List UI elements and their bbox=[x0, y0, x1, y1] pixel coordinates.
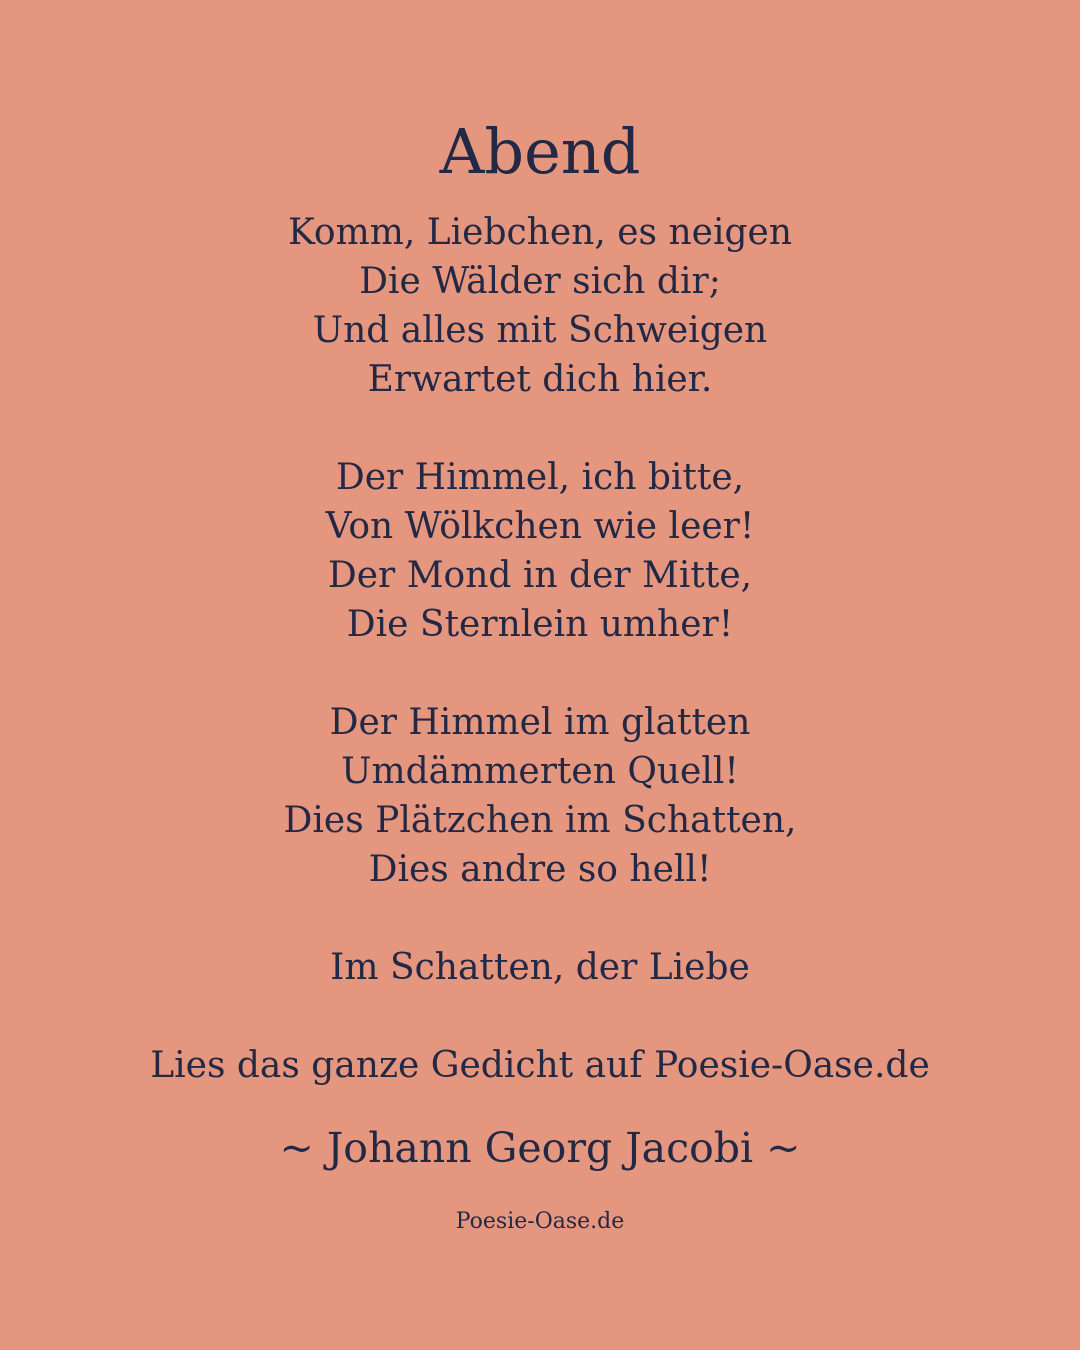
stanza bbox=[0, 698, 1080, 894]
poem-line: Erwartet dich hier. bbox=[367, 359, 713, 400]
stanza bbox=[0, 943, 1080, 992]
poem-line: Und alles mit Schweigen bbox=[312, 310, 768, 351]
poem-line: Von Wölkchen wie leer! bbox=[325, 506, 755, 547]
poem-line: Im Schatten, der Liebe bbox=[330, 947, 750, 988]
poem-line: Dies andre so hell! bbox=[368, 849, 712, 890]
poem-line: Der Himmel im glatten bbox=[329, 702, 751, 743]
poem-line: Umdämmerten Quell! bbox=[341, 751, 739, 792]
stanza bbox=[0, 453, 1080, 649]
stanza bbox=[0, 208, 1080, 404]
site-credit: Poesie-Oase.de bbox=[455, 1209, 625, 1234]
poem-author: ~ Johann Georg Jacobi ~ bbox=[279, 1124, 801, 1172]
read-full-poem-note: Lies das ganze Gedicht auf Poesie-Oase.de bbox=[150, 1045, 930, 1086]
poem-line: Die Wälder sich dir; bbox=[359, 261, 721, 302]
poem-body bbox=[0, 208, 1080, 992]
poem-title: Abend bbox=[439, 115, 641, 188]
poem-line: Dies Plätzchen im Schatten, bbox=[283, 800, 797, 841]
poem-line: Der Mond in der Mitte, bbox=[327, 555, 753, 596]
poem-line: Komm, Liebchen, es neigen bbox=[287, 212, 793, 253]
poem-line: Die Sternlein umher! bbox=[346, 604, 734, 645]
poem-line: Der Himmel, ich bitte, bbox=[335, 457, 745, 498]
